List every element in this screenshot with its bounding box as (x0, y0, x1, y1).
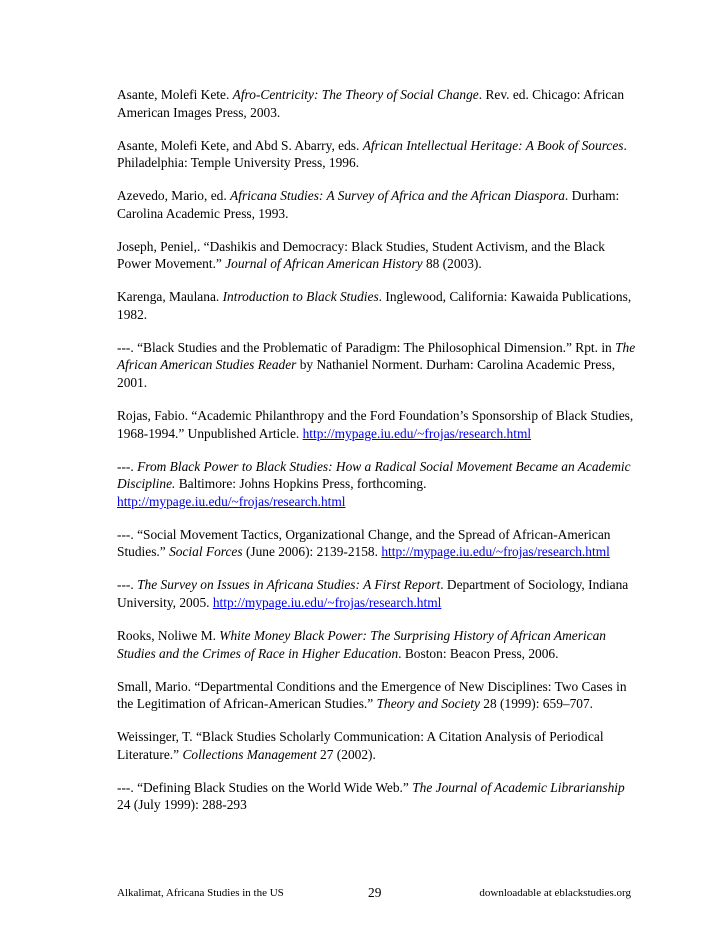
bibliography-entry (117, 728, 637, 763)
entry-text: ---. (117, 458, 138, 474)
entry-text: Asante, Molefi Kete, and Abd S. Abarry, eds. (117, 137, 363, 153)
entry-text: Joseph, Peniel,. “Dashikis and Democracy: Black Studies, Student Activism, and the Black Power Movement.” (117, 238, 605, 272)
italic-title: Theory and Society (376, 696, 480, 712)
italic-title: Introduction to Black Studies (222, 289, 379, 305)
entry-text: ---. “Black Studies and the Problematic of Paradigm: The Philosophical Dimension.” Rpt. in (117, 339, 616, 355)
page-footer (117, 885, 631, 903)
entry-text: by Nathaniel Norment. Durham: Carolina Academic Press, 2001. (117, 357, 616, 391)
entry-text: Baltimore: Johns Hopkins Press, forthcoming. (175, 476, 427, 492)
entry-text: (June 2006): 2139-2158. (242, 544, 382, 560)
italic-title: Africana Studies: A Survey of Africa and the African Diaspora (230, 188, 565, 204)
bibliography-entry (117, 779, 637, 814)
italic-title: White Money Black Power: The Surprising History of African American Studies and the Crimes of Race in Higher Education (117, 627, 606, 661)
bibliography-entry (117, 339, 637, 392)
bibliography-entry (117, 678, 637, 713)
reference-link[interactable]: http://mypage.iu.edu/~frojas/research.html (117, 493, 346, 509)
footer-author-title: Alkalimat, Africana Studies in the US (117, 887, 284, 899)
bibliography-list (117, 86, 637, 829)
entry-text: Azevedo, Mario, ed. (117, 188, 231, 204)
entry-text: ---. “Social Movement Tactics, Organizational Change, and the Spread of African-American Studies.” (117, 526, 611, 560)
footer-download-note: downloadable at eblackstudies.org (479, 887, 631, 899)
bibliography-entry (117, 187, 637, 222)
entry-text: 24 (July 1999): 288-293 (117, 797, 247, 813)
bibliography-entry (117, 576, 637, 611)
entry-text: Weissinger, T. “Black Studies Scholarly Communication: A Citation Analysis of Periodical Literature.” (117, 729, 604, 762)
entry-text: 28 (1999): 659–707. (479, 696, 594, 712)
bibliography-entry (117, 627, 637, 662)
entry-text: Asante, Molefi Kete. (117, 87, 233, 102)
italic-title: The Journal of Academic Librarianship (412, 779, 625, 795)
italic-title: The African American Studies Reader (117, 339, 636, 373)
entry-text: Small, Mario. “Departmental Conditions and the Emergence of New Disciplines: Two Cases in the Legitimation of African-American Studies.” (117, 678, 627, 712)
entry-text: . Philadelphia: Temple University Press, 1996. (117, 137, 627, 171)
bibliography-entry (117, 86, 637, 121)
entry-text: 27 (2002). (316, 746, 376, 762)
reference-link[interactable]: http://mypage.iu.edu/~frojas/research.html (381, 544, 610, 560)
entry-text: Rojas, Fabio. “Academic Philanthropy and the Ford Foundation’s Sponsorship of Black Studies, 1968-1994.” Unpublished Article. (117, 408, 634, 441)
bibliography-entry (117, 137, 637, 172)
entry-text: ---. “Defining Black Studies on the World Wide Web.” (117, 779, 413, 795)
reference-link[interactable]: http://mypage.iu.edu/~frojas/research.html (302, 425, 532, 441)
entry-text: ---. (117, 577, 138, 593)
italic-title: African Intellectual Heritage: A Book of Sources (362, 137, 624, 153)
entry-text: Rooks, Noliwe M. (117, 627, 220, 643)
entry-text: . Rev. ed. Chicago: African American Images Press, 2003. (117, 87, 625, 120)
reference-link[interactable]: http://mypage.iu.edu/~frojas/research.html (212, 594, 442, 610)
italic-title: Social Forces (169, 544, 243, 560)
entry-text: 88 (2003). (422, 256, 482, 272)
bibliography-entry (117, 238, 637, 273)
italic-title: Afro-Centricity: The Theory of Social Change (232, 87, 479, 102)
italic-title: From Black Power to Black Studies: How a Radical Social Movement Became an Academic Discipline. (117, 458, 631, 492)
italic-title: The Survey on Issues in Africana Studies: A First Report (137, 577, 441, 593)
entry-text: . Durham: Carolina Academic Press, 1993. (117, 188, 620, 221)
entry-text: . Department of Sociology, Indiana University, 2005. (117, 577, 629, 610)
bibliography-entry (117, 407, 637, 442)
bibliography-entry (117, 288, 637, 323)
entry-text: . Inglewood, California: Kawaida Publications, 1982. (117, 289, 632, 322)
entry-text: Karenga, Maulana. (117, 289, 223, 305)
italic-title: Journal of African American History (225, 256, 423, 272)
entry-text: . Boston: Beacon Press, 2006. (398, 645, 559, 661)
italic-title: Collections Management (182, 746, 317, 762)
bibliography-entry (117, 526, 637, 561)
bibliography-entry (117, 458, 637, 511)
page-number: 29 (368, 885, 382, 900)
